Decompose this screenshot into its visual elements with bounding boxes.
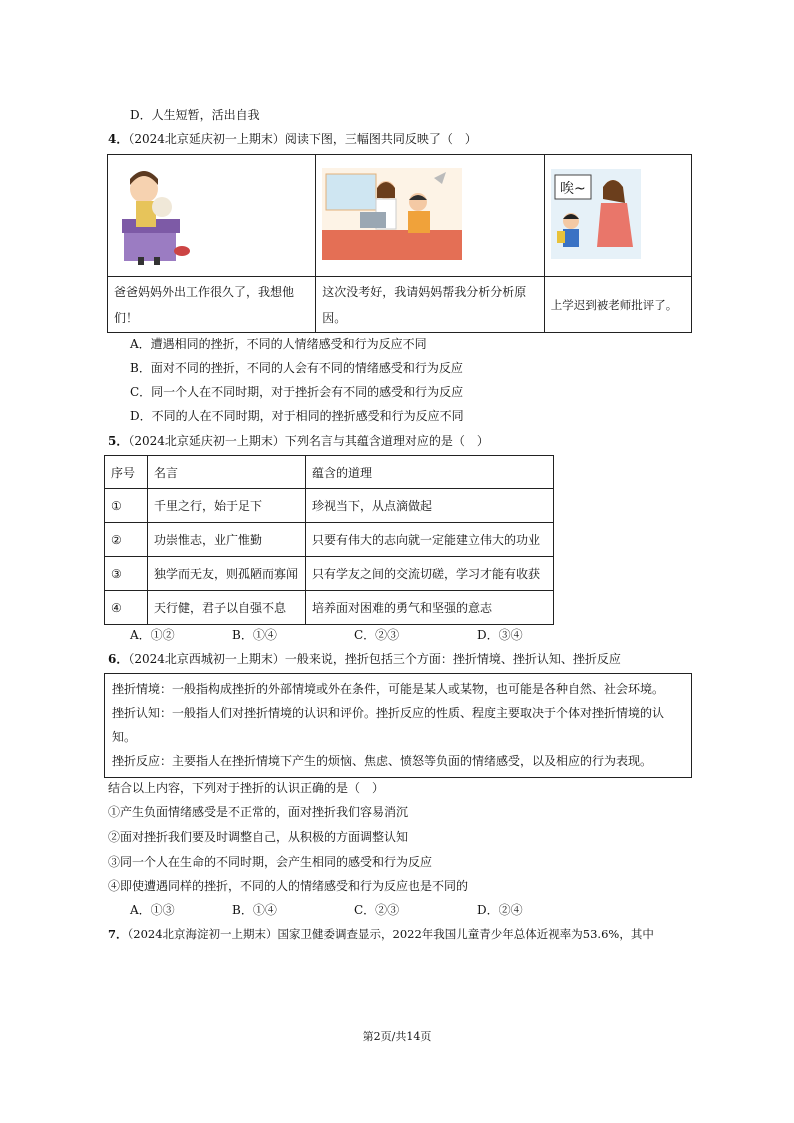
mother-child-laptop-illustration bbox=[322, 168, 462, 260]
speech-bubble-text: 唉~ bbox=[559, 181, 586, 197]
q5-row-quote: 独学而无友，则孤陋而寡闻 bbox=[148, 557, 306, 591]
q4-option-a[interactable]: A．遭遇相同的挫折，不同的人情绪感受和行为反应不同 bbox=[130, 337, 427, 351]
q5-header-meaning: 蕴含的道理 bbox=[306, 456, 554, 489]
q4-option-b[interactable]: B．面对不同的挫折，不同的人会有不同的情绪感受和行为反应 bbox=[130, 361, 463, 375]
q5-row-index: ④ bbox=[105, 591, 148, 625]
q4-number: 4． bbox=[108, 132, 129, 146]
q6-box-line-3: 知。 bbox=[112, 730, 137, 744]
q4-option-c[interactable]: C．同一个人在不同时期，对于挫折会有不同的感受和行为反应 bbox=[130, 385, 464, 399]
q5-header-quote: 名言 bbox=[148, 456, 306, 489]
q6-source: （2024北京西城初一上期末） bbox=[128, 652, 285, 666]
q6-option-d[interactable]: D．②④ bbox=[477, 903, 523, 917]
q6-stem bbox=[108, 650, 621, 667]
q4-caption-2: 这次没考好，我请妈妈帮我分析分析原因。 bbox=[316, 277, 545, 333]
q5-option-c[interactable]: C．②③ bbox=[354, 628, 400, 642]
q7-number: 7． bbox=[108, 927, 128, 941]
q4-option-d[interactable]: D．不同的人在不同时期，对于相同的挫折感受和行为反应不同 bbox=[130, 409, 464, 423]
q5-row-quote: 功崇惟志，业广惟勤 bbox=[148, 523, 306, 557]
q5-row-index: ③ bbox=[105, 557, 148, 591]
table-row bbox=[105, 489, 554, 523]
q6-statement-3: ③同一个人在生命的不同时期，会产生相同的感受和行为反应 bbox=[108, 855, 433, 869]
teacher-scolding-illustration bbox=[551, 169, 641, 259]
q5-stem bbox=[108, 432, 489, 449]
q5-number: 5． bbox=[108, 434, 129, 448]
q4-image-cell-2 bbox=[316, 155, 545, 277]
q6-option-c[interactable]: C．②③ bbox=[354, 903, 400, 917]
q6-statement-2: ②面对挫折我们要及时调整自己，从积极的方面调整认知 bbox=[108, 830, 409, 844]
q6-number: 6． bbox=[108, 652, 129, 666]
q4-caption-1: 爸爸妈妈外出工作很久了，我想他们！ bbox=[108, 277, 316, 333]
page-footer: 第2页/共14页 bbox=[362, 1030, 432, 1043]
q5-row-meaning: 只有学友之间的交流切磋，学习才能有收获 bbox=[306, 557, 554, 591]
q6-text: 一般来说，挫折包括三个方面：挫折情境、挫折认知、挫折反应 bbox=[284, 652, 621, 666]
q5-row-index: ② bbox=[105, 523, 148, 557]
q5-table bbox=[104, 455, 554, 625]
q4-image-cell-1 bbox=[108, 155, 316, 277]
q6-box-line-4: 挫折反应：主要指人在挫折情境下产生的烦恼、焦虑、愤怒等负面的情绪感受，以及相应的行为表现。 bbox=[112, 754, 653, 768]
q5-option-a[interactable]: A．①② bbox=[130, 628, 175, 642]
q5-text: 下列名言与其蕴含道理对应的是（ ） bbox=[284, 434, 489, 448]
q7-source: （2024北京海淀初一上期末） bbox=[127, 927, 278, 941]
q4-text: 阅读下图，三幅图共同反映了（ ） bbox=[284, 132, 477, 146]
q4-source: （2024北京延庆初一上期末） bbox=[128, 132, 285, 146]
table-row bbox=[105, 523, 554, 557]
q7-text: 国家卫健委调查显示，2022年我国儿童青少年总体近视率为53.6%，其中 bbox=[277, 927, 654, 941]
q5-source: （2024北京延庆初一上期末） bbox=[128, 434, 285, 448]
q5-row-index: ① bbox=[105, 489, 148, 523]
q5-row-quote: 天行健，君子以自强不息 bbox=[148, 591, 306, 625]
q4-caption-3: 上学迟到被老师批评了。 bbox=[544, 277, 691, 333]
q5-option-b[interactable]: B．①④ bbox=[232, 628, 277, 642]
q6-question: 结合以上内容，下列对于挫折的认识正确的是（ ） bbox=[108, 781, 385, 795]
q5-row-meaning: 培养面对困难的勇气和坚强的意志 bbox=[306, 591, 554, 625]
q6-option-b[interactable]: B．①④ bbox=[232, 903, 277, 917]
q5-row-meaning: 只要有伟大的志向就一定能建立伟大的功业 bbox=[306, 523, 554, 557]
sad-child-illustration bbox=[114, 159, 194, 269]
q4-image-cell-3 bbox=[544, 155, 691, 277]
q5-row-quote: 千里之行，始于足下 bbox=[148, 489, 306, 523]
q4-stem bbox=[108, 130, 477, 147]
q3-option-d: D．人生短暂，活出自我 bbox=[130, 108, 260, 122]
q5-table-header bbox=[105, 456, 554, 489]
q6-statement-4: ④即使遭遇同样的挫折，不同的人的情绪感受和行为反应也是不同的 bbox=[108, 879, 469, 893]
q7-stem bbox=[108, 926, 654, 942]
q5-header-index: 序号 bbox=[105, 456, 148, 489]
q6-statement-1: ①产生负面情绪感受是不正常的，面对挫折我们容易消沉 bbox=[108, 805, 409, 819]
table-row bbox=[105, 557, 554, 591]
q6-box-line-2: 挫折认知：一般指人们对挫折情境的认识和评价。挫折反应的性质、程度主要取决于个体对挫折情境的认 bbox=[112, 706, 665, 720]
q4-image-table bbox=[107, 154, 692, 333]
q6-box-line-1: 挫折情境：一般指构成挫折的外部情境或外在条件，可能是某人或某物，也可能是各种自然、社会环境。 bbox=[112, 682, 665, 696]
q5-row-meaning: 珍视当下，从点滴做起 bbox=[306, 489, 554, 523]
q5-option-d[interactable]: D．③④ bbox=[477, 628, 523, 642]
q6-option-a[interactable]: A．①③ bbox=[130, 903, 175, 917]
table-row bbox=[105, 591, 554, 625]
